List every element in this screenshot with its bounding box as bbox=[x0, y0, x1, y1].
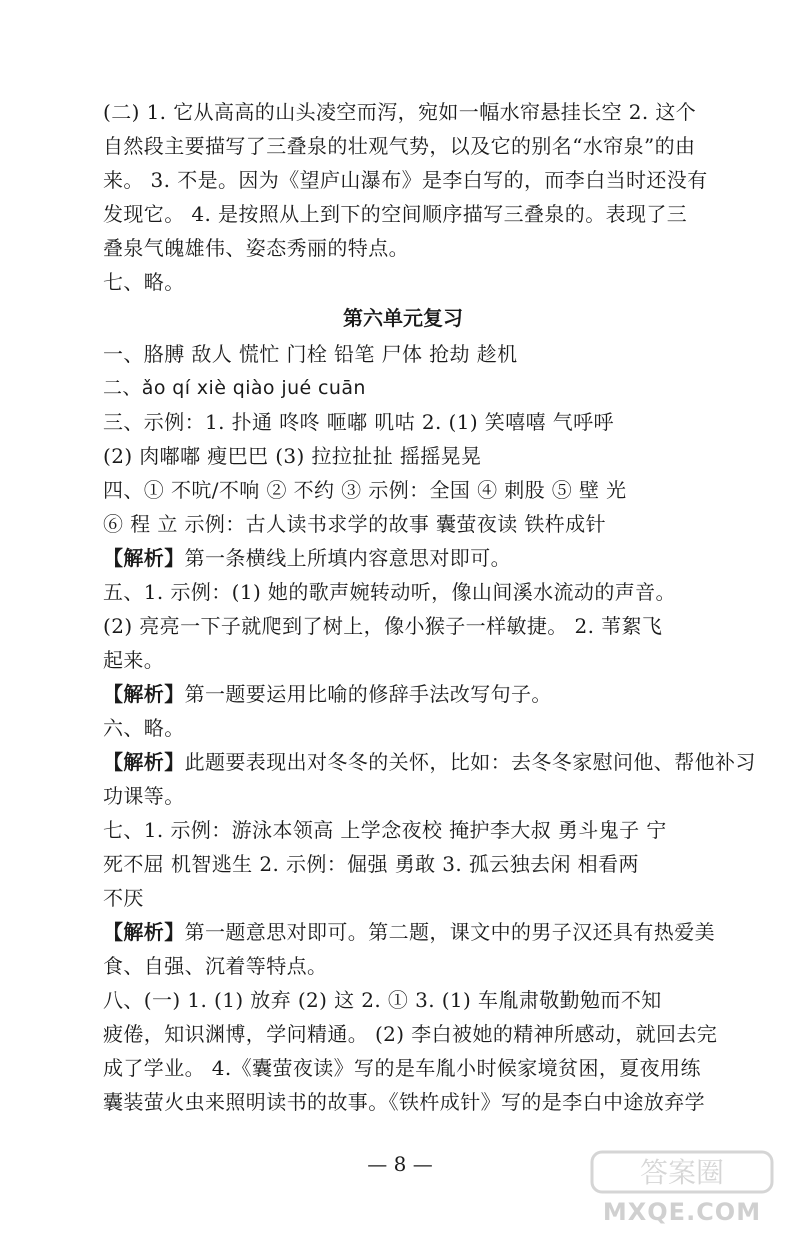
text-line: (2) 亮亮一下子就爬到了树上，像小猴子一样敏捷。 2. 苇絮飞 bbox=[103, 614, 663, 638]
text-line: 食、自强、沉着等特点。 bbox=[103, 954, 328, 978]
text-line: 功课等。 bbox=[103, 784, 185, 808]
analysis-label: 【解析】 bbox=[103, 546, 185, 570]
watermark-logo-icon bbox=[582, 1146, 782, 1196]
analysis-line bbox=[103, 541, 703, 575]
analysis-line bbox=[103, 915, 716, 949]
text-line: 来。 3. 不是。因为《望庐山瀑布》是李白写的，而李白当时还没有 bbox=[103, 168, 708, 192]
text-line: (二) 1. 它从高高的山头凌空而泻，宛如一幅水帘悬挂长空 2. 这个 bbox=[103, 100, 697, 124]
text-line: 七、略。 bbox=[103, 270, 185, 294]
watermark bbox=[582, 1146, 782, 1226]
text-line: 八、(一) 1. (1) 放弃 (2) 这 2. ① 3. (1) 车胤肃敬勤勉而不知 bbox=[103, 988, 662, 1012]
text-line: 发现它。 4. 是按照从上到下的空间顺序描写三叠泉的。表现了三 bbox=[103, 202, 688, 226]
text-line: 起来。 bbox=[103, 648, 165, 672]
text-line: 六、略。 bbox=[103, 716, 185, 740]
section-title: 第六单元复习 bbox=[343, 306, 463, 330]
analysis-text: 第一题意思对即可。第二题，课文中的男子汉还具有热爱美 bbox=[184, 920, 716, 944]
answer-page bbox=[103, 95, 756, 1119]
text-line: 自然段主要描写了三叠泉的壮观气势，以及它的别名“水帘泉”的由 bbox=[103, 134, 696, 158]
text-line: ⑥ 程 立 示例：古人读书求学的故事 囊萤夜读 铁杵成针 bbox=[103, 512, 606, 536]
pinyin-line: 二、ǎo qí xiè qiào jué cuān bbox=[103, 377, 366, 399]
page-number: — 8 — bbox=[367, 1152, 433, 1176]
analysis-label: 【解析】 bbox=[103, 750, 185, 774]
text-line: 四、① 不吭/不响 ② 不约 ③ 示例：全国 ④ 刺股 ⑤ 壁 光 bbox=[103, 478, 627, 502]
text-line: 七、1. 示例：游泳本领高 上学念夜校 掩护李大叔 勇斗鬼子 宁 bbox=[103, 818, 667, 842]
text-line: 成了学业。 4.《囊萤夜读》写的是车胤小时候家境贫困，夏夜用练 bbox=[103, 1056, 701, 1080]
text-line: 三、示例：1. 扑通 咚咚 咂嘟 叽咕 2. (1) 笑嘻嘻 气呼呼 bbox=[103, 410, 614, 434]
analysis-label: 【解析】 bbox=[103, 682, 185, 706]
text-line: (2) 肉嘟嘟 瘦巴巴 (3) 拉拉扯扯 摇摇晃晃 bbox=[103, 444, 482, 468]
analysis-label: 【解析】 bbox=[103, 920, 185, 944]
watermark-text: MXQE.COM bbox=[602, 1198, 762, 1226]
analysis-line bbox=[103, 677, 703, 711]
text-line: 五、1. 示例：(1) 她的歌声婉转动听，像山间溪水流动的声音。 bbox=[103, 580, 676, 604]
text-line: 死不屈 机智逃生 2. 示例：倔强 勇敢 3. 孤云独去闲 相看两 bbox=[103, 852, 639, 876]
analysis-line bbox=[103, 745, 756, 779]
text-line: 一、胳膊 敌人 慌忙 门栓 铅笔 尸体 抢劫 趁机 bbox=[103, 342, 518, 366]
analysis-text: 第一题要运用比喻的修辞手法改写句子。 bbox=[184, 682, 552, 706]
text-line: 囊装萤火虫来照明读书的故事。《铁杵成针》写的是李白中途放弃学 bbox=[103, 1090, 705, 1114]
text-line: 疲倦，知识渊博，学问精通。 (2) 李白被她的精神所感动，就回去完 bbox=[103, 1022, 718, 1046]
text-line: 不厌 bbox=[103, 886, 144, 910]
watermark-logo: 答案圈 bbox=[639, 1156, 725, 1189]
analysis-text: 此题要表现出对冬冬的关怀，比如：去冬冬家慰问他、帮他补习 bbox=[184, 750, 756, 774]
text-line: 叠泉气魄雄伟、姿态秀丽的特点。 bbox=[103, 236, 409, 260]
analysis-text: 第一条横线上所填内容意思对即可。 bbox=[184, 546, 512, 570]
